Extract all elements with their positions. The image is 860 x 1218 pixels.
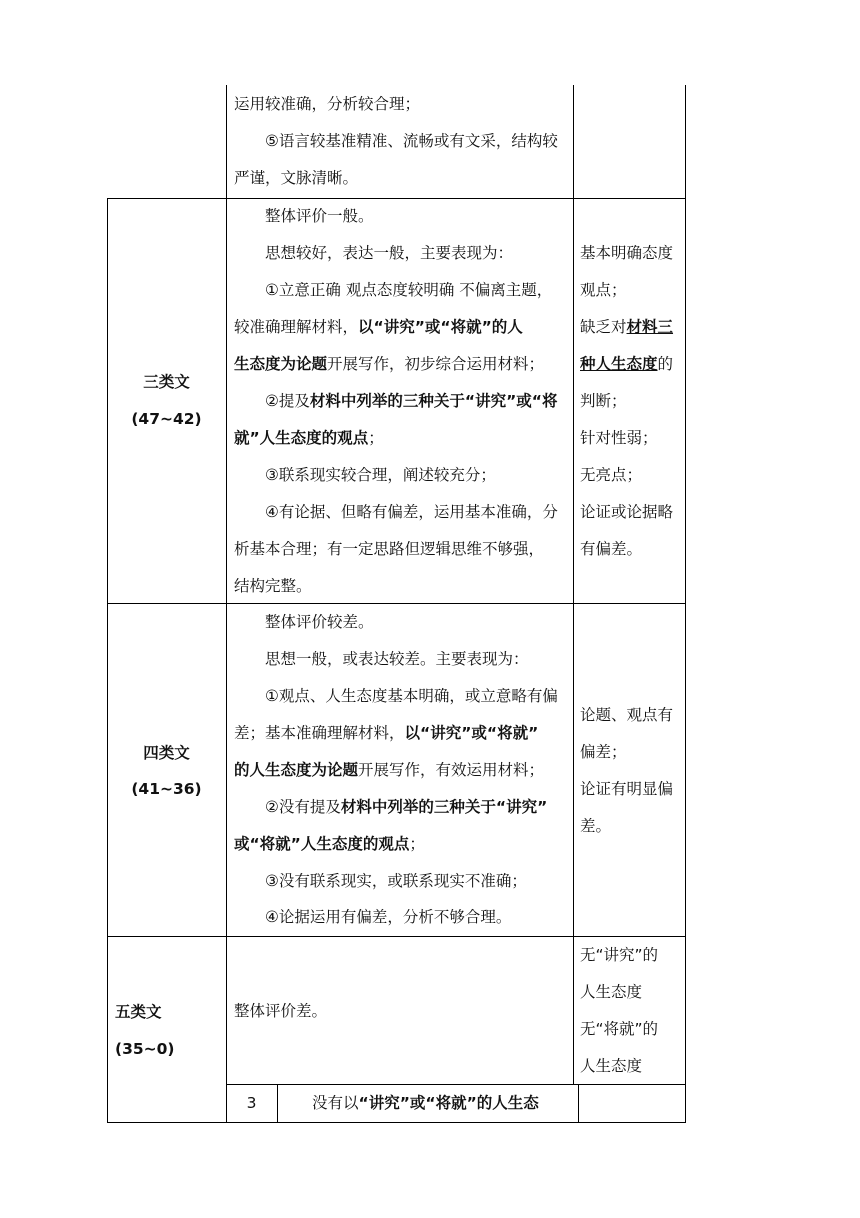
point-2-line-2: 就”人生态度的观点； (234, 429, 384, 447)
point-3: ③联系现实较合理，阐述较充分； (265, 466, 496, 484)
point-2-line-2: 或“将就”人生态度的观点； (234, 835, 425, 853)
overall-eval: 整体评价差。 (234, 1002, 328, 1020)
note-line: 人生态度 (580, 983, 643, 1001)
point-1-line-1: ①观点、人生态度基本明确，或立意略有偏 (265, 687, 558, 705)
table-border-bottom (107, 1122, 686, 1123)
point-2-line-1: ②提及材料中列举的三种关于“讲究”或“将 (265, 392, 558, 410)
grade-range: (41~36) (131, 780, 202, 798)
table-border-col2 (573, 85, 574, 1085)
top-line-2: ⑤语言较基准精准、流畅或有文采，结构较 (265, 132, 558, 150)
point-1-line-1: ①立意正确 观点态度较明确 不偏离主题， (265, 281, 553, 299)
row-divider-2 (107, 603, 686, 604)
grade-label: 五类文 (115, 1003, 162, 1021)
grade-label: 三类文 (143, 373, 190, 391)
point-3: ③没有联系现实，或联系现实不准确； (265, 872, 527, 890)
sub-row-text: 没有以“讲究”或“将就”的人生态 (312, 1094, 539, 1112)
point-4-line-2: 析基本合理；有一定思路但逻辑思维不够强， (234, 540, 545, 558)
point-1-line-2: 较准确理解材料，以“讲究”或“将就”的人 (234, 318, 523, 336)
table-sub-col-a (277, 1085, 278, 1123)
top-line-3: 严谨，文脉清晰。 (234, 169, 359, 187)
note-line: 无亮点； (580, 466, 643, 484)
note-line: 种人生态度的 (580, 355, 674, 373)
note-line: 观点； (580, 281, 627, 299)
point-4-line-3: 结构完整。 (234, 577, 312, 595)
point-1-line-2: 差；基本准确理解材料，以“讲究”或“将就” (234, 724, 539, 742)
note-line: 判断； (580, 392, 627, 410)
note-line: 无“将就”的 (580, 1020, 659, 1038)
sub-row-number: 3 (246, 1094, 257, 1112)
intro-text: 思想一般，或表达较差。主要表现为： (265, 650, 529, 668)
intro-text: 思想较好，表达一般，主要表现为： (265, 244, 514, 262)
note-line: 缺乏对材料三 (580, 318, 674, 336)
note-line: 针对性弱； (580, 429, 658, 447)
grade-range: (47~42) (131, 410, 202, 428)
table-sub-col-b (578, 1085, 579, 1123)
point-4-line-1: ④有论据、但略有偏差，运用基本准确，分 (265, 503, 558, 521)
note-line: 人生态度 (580, 1057, 643, 1075)
point-1-line-3: 的人生态度为论题开展写作，有效运用材料； (234, 761, 545, 779)
note-line: 偏差； (580, 743, 627, 761)
point-2-line-1: ②没有提及材料中列举的三种关于“讲究” (265, 798, 548, 816)
point-4: ④论据运用有偏差，分析不够合理。 (265, 908, 512, 926)
overall-eval: 整体评价较差。 (265, 613, 374, 631)
row-divider-1 (107, 198, 686, 199)
top-line-1: 运用较准确，分析较合理； (234, 95, 421, 113)
note-line: 论证有明显偏 (580, 780, 674, 798)
grade-range: (35~0) (115, 1040, 175, 1058)
note-line: 有偏差。 (580, 540, 643, 558)
table-border-right (685, 85, 686, 1123)
point-1-line-3: 生态度为论题开展写作，初步综合运用材料； (234, 355, 545, 373)
overall-eval: 整体评价一般。 (265, 207, 374, 225)
table-border-col1 (226, 85, 227, 1123)
grade-label: 四类文 (143, 744, 190, 762)
note-line: 论证或论据略 (580, 503, 674, 521)
note-line: 基本明确态度 (580, 244, 674, 262)
note-line: 无“讲究”的 (580, 946, 659, 964)
note-line: 论题、观点有 (580, 706, 674, 724)
note-line: 差。 (580, 817, 612, 835)
table-border-left (107, 198, 108, 1123)
